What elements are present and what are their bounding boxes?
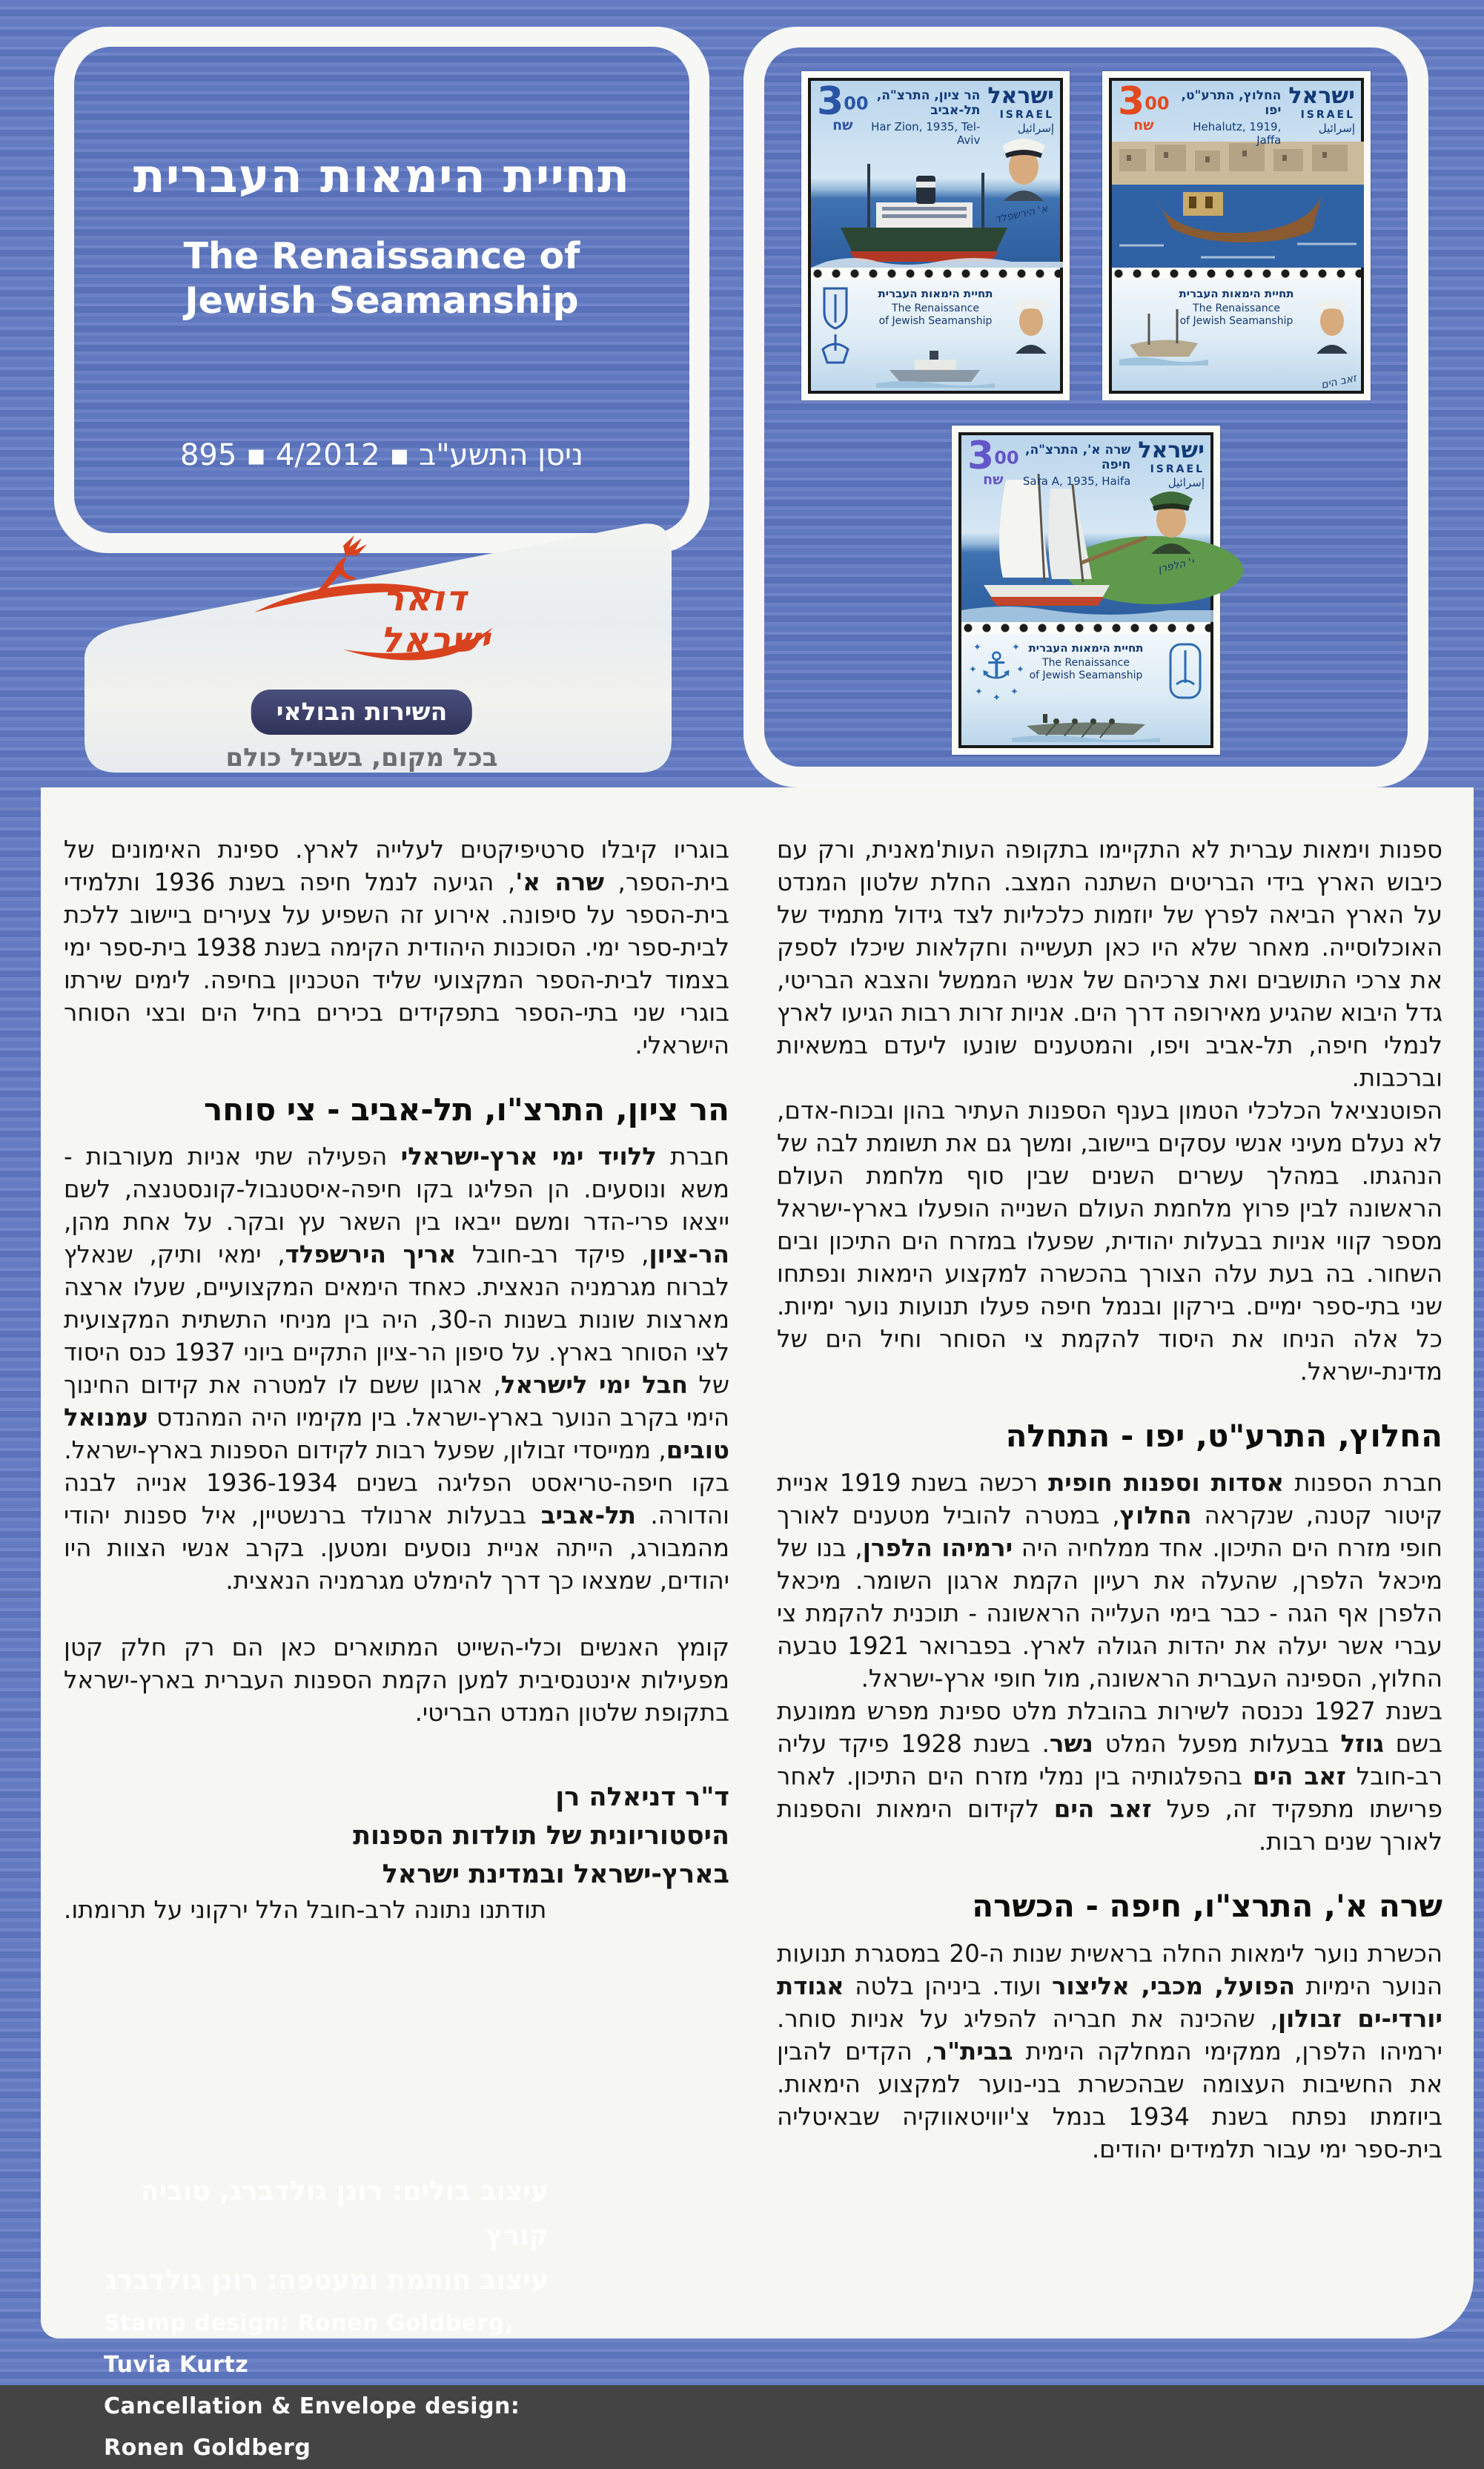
title-en-line2: Jewish Seamanship bbox=[185, 279, 579, 322]
logo-text-doar: דואר bbox=[382, 578, 468, 619]
logo-text-israel: ישראל bbox=[380, 620, 491, 661]
credit-stamp-design-he: עיצוב בולים: רונן גולדברג, טוביה קורץ bbox=[140, 2176, 549, 2251]
captain-signature: א' הירשפלד bbox=[994, 202, 1049, 226]
stamp-har-zion bbox=[801, 71, 1070, 400]
haifa-emblem-icon bbox=[1166, 641, 1205, 701]
stamp-denomination bbox=[967, 434, 1019, 489]
paragraph: ספנות וימאות עברית לא התקיימו בתקופה העות'מאנית, ורק עם כיבוש הארץ בידי הבריטים השתנה המצב. החלת שלטון המנדט על הארץ הביאה לפרץ של יוזמות כלכליות לצד גידול מתמיד של האוכלוסייה. מאחר שלא היו כאן תעשייה וחקלאות שיכלו לספק את צרכי התושבים ואת צרכיהם של אנשי הממשל והצבא הבריטי, גדל היבוא שהגיע מאירופה דרך הים. אניות זרות רבות הגיעו לארץ לנמלי חיפה, תל-אביב ויפו, והמטענים שונעו ליעדם במשאיות וברכבות. bbox=[777, 836, 1442, 1092]
section-heading-har-zion: הר ציון, התרצ"ו, תל-אביב - צי סוחר bbox=[204, 1091, 729, 1128]
stamp-hehalutz bbox=[1102, 71, 1371, 400]
captain-signature: י' הלפרן bbox=[1156, 556, 1196, 575]
section-heading-sara-a: שרה א', התרצ"ו, חיפה - הכשרה bbox=[972, 1888, 1442, 1925]
acknowledgement-line: תודתנו נתונה לרב-חובל הלל ירקוני על תרומתו. bbox=[64, 1896, 547, 1925]
title-panel bbox=[54, 27, 709, 553]
svg-text:✦: ✦ bbox=[1010, 687, 1018, 698]
rowing-boat-illustration bbox=[1012, 713, 1160, 742]
stamps-panel bbox=[743, 27, 1428, 787]
paragraph: בשנת 1927 נכנסה לשירות בהובלת מלט ספינת מפרש ממונעת בשם גוזל בבעלות מפעל המלט נשר. בשנת 1928 פיקד עליה רב-חובל זאב הים בהפלגותיה בין נמלי מזרח הים התיכון. לאחר פרישתו מתפקיד זה, פעל זאב הים לקידום הימאות והספנות לאורך שנים רבות. bbox=[777, 1697, 1443, 1857]
value-cents: 00 bbox=[994, 447, 1019, 469]
stamp-label-hebrew: החלוץ, התרע"ט, יפו bbox=[1181, 88, 1282, 118]
leaflet-title-hebrew: תחיית הימאות העברית bbox=[133, 149, 631, 203]
article-body bbox=[41, 787, 1474, 2339]
svg-text:⚓: ⚓ bbox=[979, 644, 1013, 687]
value-currency: שח bbox=[1133, 117, 1154, 134]
paragraph: הפוטנציאל הכלכלי הטמון בענף הספנות העתיר בהון ובכוח-אדם, לא נעלם מעיני אנשי עסקים ביישוב, ומשך גם את תשומת לבה של הנהגתו. במהלך עשרים השנים שבין סוף מלחמת העולם הראשונה לבין פרוץ מלחמת העולם השנייה הופעלו בארץ-ישראל מספר קווי אניות בבעלות יהודית, שפעלו במזרח הים התיכון ובים השחור. בה בעת עלה הצורך בהכשרה למקצוע הימאות ונפתחו שני בתי-ספר ימיים. בירקון ובנמל חיפה פעלו תנועות נוער ימיות. כל אלה הניחו את היסוד להקמת צי הסוחר וחיל הים של מדינת-ישראל. bbox=[777, 1097, 1442, 1386]
tab-en-line1: The Renaissance bbox=[892, 303, 979, 314]
section-heading-hehalutz: החלוץ, התרע"ט, יפו - התחלה bbox=[1005, 1418, 1442, 1454]
stamp-label-english: Hehalutz, 1919, Jaffa bbox=[1193, 120, 1282, 147]
credit-stamp-design-en: Stamp design: Ronen Goldberg, Tuvia Kurtz bbox=[104, 2310, 514, 2378]
postal-tagline: בכל מקום, בשביל כולם bbox=[225, 743, 498, 773]
tab-captain-portrait bbox=[1008, 285, 1054, 354]
author-credit bbox=[64, 1778, 729, 1894]
country-arabic: إسرائيل bbox=[1167, 476, 1205, 489]
value-cents: 00 bbox=[844, 93, 869, 114]
captain-signature: זאב הים bbox=[1319, 372, 1358, 391]
author-title-line2: בארץ-ישראל ובמדינת ישראל bbox=[382, 1860, 729, 1890]
stamp-sara-a bbox=[952, 426, 1220, 755]
article-column-right bbox=[777, 833, 1442, 2166]
title-en-line1: The Renaissance of bbox=[183, 235, 580, 277]
tab-en-line1: The Renaissance bbox=[1193, 303, 1280, 314]
country-arabic: إسرائيل bbox=[1318, 122, 1355, 135]
svg-text:✦: ✦ bbox=[993, 693, 1001, 704]
paragraph: קומץ האנשים וכלי-השייט המתוארים כאן הם רק חלק קטן מפעילות אינטנסיבית למען הקמת הספנות העברית בארץ-ישראל בתקופת שלטון המנדט הבריטי. bbox=[64, 1633, 729, 1728]
stamp-denomination bbox=[817, 79, 869, 134]
tab-captain-portrait bbox=[1309, 285, 1355, 354]
country-hebrew: ישראל bbox=[1138, 437, 1205, 463]
stamp-denomination bbox=[1118, 79, 1170, 134]
country-english: ISRAEL bbox=[999, 109, 1054, 121]
tab-en-line2: of Jewish Seamanship bbox=[1029, 669, 1143, 681]
leaflet-title-english bbox=[74, 234, 689, 323]
tel-aviv-emblem-icon bbox=[818, 285, 852, 374]
value-currency: שח bbox=[983, 472, 1004, 489]
tab-title-hebrew: תחיית הימאות העברית bbox=[1028, 641, 1144, 655]
svg-text:✦: ✦ bbox=[973, 642, 981, 653]
value-currency: שח bbox=[832, 117, 853, 134]
perforation-row bbox=[961, 622, 1210, 634]
value-int: 3 bbox=[1118, 79, 1145, 124]
tab-title-hebrew: תחיית הימאות העברית bbox=[1179, 287, 1294, 300]
tab-title-english bbox=[861, 303, 1010, 328]
paragraph: הכשרת נוער לימאות החלה בראשית שנות ה-20 במסגרת תנועות הנוער הימיות הפועל, מכבי, אליצור ועוד. ביניהן בלטה אגודת יורדי-ים זבולון, שהכינה את חבריה להפליג על אניות סוחר. ירמיהו הלפרן, ממקימי המחלקה הימית בבית"ר, הקדים להבין את החשיבות העצומה שבהכשרת בני-נוער למקצוע הימאות. ביוזמתו נפתח בשנת 1934 בנמל צ'יוויטאווקיה שבאיטליה בית-ספר ימי עבור תלמידים יהודים. bbox=[777, 1939, 1443, 2164]
stamp-label-english: Har Zion, 1935, Tel-Aviv bbox=[871, 120, 981, 147]
credits-box bbox=[79, 2147, 574, 2461]
stamp-label-hebrew: שרה א', התרצ"ה, חיפה bbox=[1025, 443, 1131, 472]
paragraph: בקו חיפה-טריאסט הפליגה בשנים 1936-1934 אנייה לבנה והדורה. תל-אביב בבעלות ארנולד ברנשטיין, איל ספנות יהודי מהמבורג, הייתה אניית נוסעים ומטען. בקרב אנשי הצוות היו יהודים, שמצאו כך דרך להימלט מגרמניה הנאצית. bbox=[64, 1469, 729, 1596]
svg-text:✦: ✦ bbox=[1012, 642, 1020, 653]
svg-text:✦: ✦ bbox=[969, 664, 977, 675]
tab-title-hebrew: תחיית הימאות העברית bbox=[878, 287, 993, 300]
country-hebrew: ישראל bbox=[1288, 83, 1355, 109]
perforation-row bbox=[1112, 268, 1361, 280]
credit-cancellation-design-he: עיצוב חותמת ומעטפה: רונן גולדברג bbox=[105, 2265, 549, 2296]
tab-title-english bbox=[1012, 657, 1160, 682]
svg-text:✦: ✦ bbox=[1016, 664, 1024, 675]
stamp-label-english: Sara A, 1935, Haifa bbox=[1022, 475, 1131, 488]
country-arabic: إسرائيل bbox=[1017, 122, 1054, 135]
paragraph: חברת ללויד ימי ארץ-ישראלי הפעילה שתי אניות מעורבות - משא ונוסעים. הן הפליגו בקו חיפה-איסטנבול-קונסטנצה, לשם ייצאו פרי-הדר ומשם ייבאו בין השאר עץ ובקר. על אחת מהן, הר-ציון, פיקד רב-חובל אריך הירשפלד, ימאי ותיק, שנאלץ לברוח מגרמניה הנאצית. כאחד הימאים המקצועיים, שעלו ארצה מארצות שונות בשנות ה-30, היה בין מניחי התשתית המקצועית לצי הסוחר בארץ. על סיפון הר-ציון התקיים ביוני 1937 כנס היסוד של חבל ימי לישראל, ארגון ששם לו למטרה את קידום החינוך הימי בקרב הנוער בארץ-ישראל. בין מקימיו היה המהנדס עמנואל טובים, ממייסדי זבולון, שפעל רבות לקידום הספנות בארץ-ישראל. bbox=[64, 1143, 729, 1465]
author-name: ד"ר דניאלה רן bbox=[555, 1782, 729, 1813]
paragraph: בוגריו קיבלו סרטיפיקטים לעלייה לארץ. ספינת האימונים של בית-הספר, שרה א', הגיעה לנמל חיפה בשנת 1936 ותלמידי בית-הספר על סיפונה. אירוע זה השפיע על צעירים ביישוב ללכת לבית-ספר ימי. הסוכנות היהודית הקימה בשנת 1938 בית-ספר ימי בצמוד לבית-הספר המקצועי שליד הטכניון בחיפה. לימים שירתו בוגרי שני בתי-הספר בתפקידים בכירים בחיל הים ובצי הסוחר הישראלי. bbox=[64, 836, 729, 1060]
credit-cancellation-design-en: Cancellation & Envelope design: Ronen Goldberg bbox=[104, 2393, 520, 2461]
israel-post-logo-area bbox=[43, 512, 680, 786]
svg-text:✦: ✦ bbox=[975, 687, 983, 698]
wooden-boat-jaffa-illustration bbox=[1112, 127, 1364, 268]
tab-en-line1: The Renaissance bbox=[1042, 657, 1130, 669]
tab-fishing-boat-illustration bbox=[1119, 306, 1208, 366]
country-hebrew: ישראל bbox=[987, 83, 1054, 109]
issue-date-line: ניסן התשע"ב ▪ 4/2012 ▪ 895 bbox=[179, 438, 584, 472]
value-int: 3 bbox=[817, 79, 844, 124]
author-title-line1: היסטוריונית של תולדות הספנות bbox=[353, 1821, 729, 1851]
country-english: ISRAEL bbox=[1150, 463, 1205, 475]
perforation-row bbox=[811, 268, 1060, 280]
stamp-label-hebrew: הר ציון, התרצ"ה, תל-אביב bbox=[876, 88, 981, 118]
tab-ship-illustration bbox=[876, 348, 995, 388]
country-english: ISRAEL bbox=[1300, 109, 1355, 121]
philatelic-service-badge: השירות הבולאי bbox=[251, 690, 472, 735]
article-column-left bbox=[64, 833, 729, 2166]
paragraph: חברת הספנות אסדות וספנות חופית רכשה בשנת 1919 אניית קיטור קטנה, שנקראה החלוץ, במטרה להוביל מטענים לאורך חופי מזרח הים התיכון. אחד ממלחיה היה ירמיהו הלפרן, בנו של מיכאל הלפרן, שהעלה את רעיון הקמת ארגון השומר. מיכאל הלפרן אף הגה - כבר בימי העלייה הראשונה - תוכנית להקמת צי עברי אשר יעלה את יהדות הגולה לארץ. בפברואר 1921 טבעה החלוץ, הספינה העברית הראשונה, מול חופי ארץ-ישראל. bbox=[777, 1469, 1443, 1693]
value-int: 3 bbox=[967, 434, 995, 478]
tab-en-line2: of Jewish Seamanship bbox=[878, 314, 993, 327]
value-cents: 00 bbox=[1145, 93, 1170, 114]
tab-en-line2: of Jewish Seamanship bbox=[1179, 314, 1293, 327]
